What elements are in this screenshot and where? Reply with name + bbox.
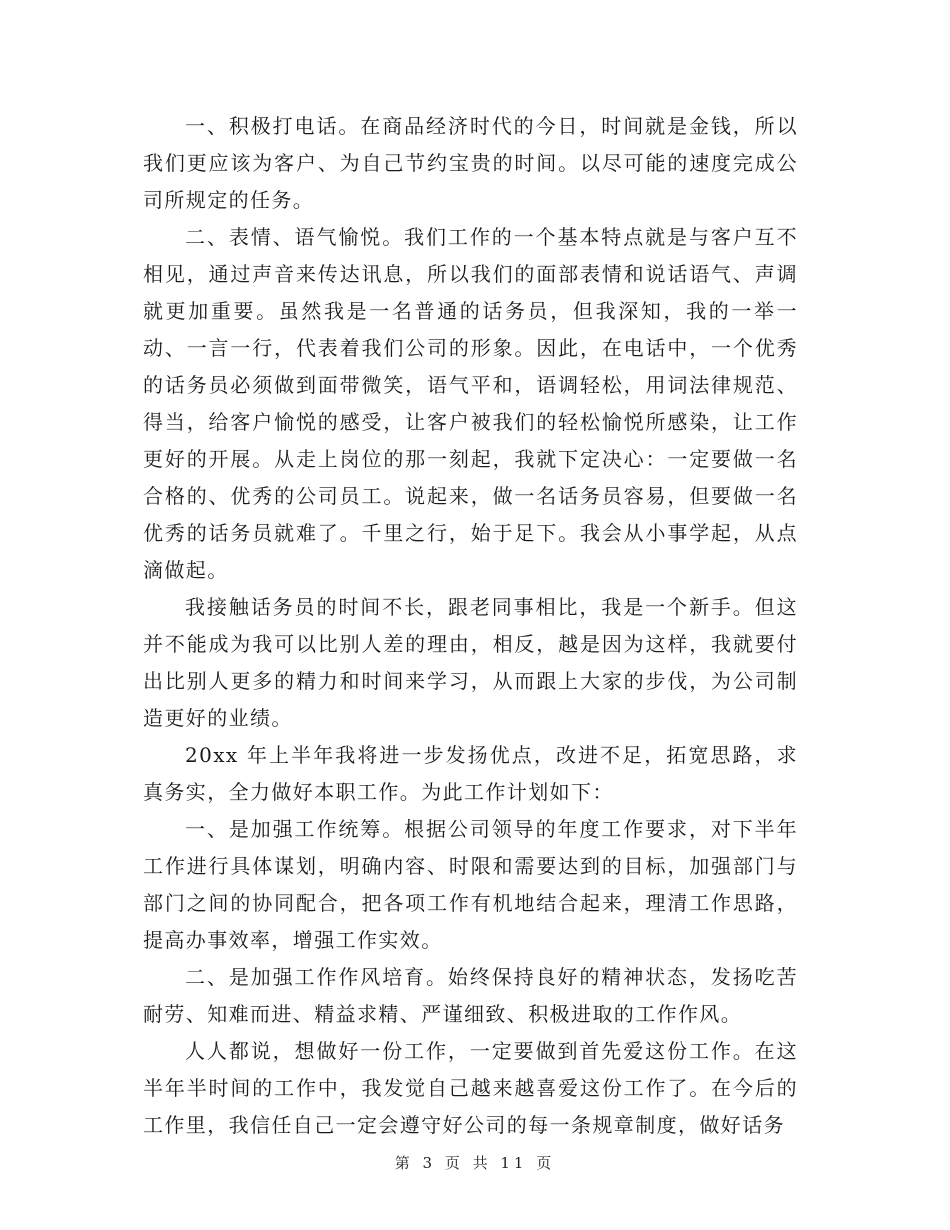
paragraph-1: 一、积极打电话。在商品经济时代的今日，时间就是金钱，所以我们更应该为客户、为自己节约宝贵的时间。以尽可能的速度完成公司所规定的任务。 [143, 114, 798, 212]
page-number-footer: 第 3 页 共 11 页 [394, 1154, 556, 1172]
paragraph-7: 人人都说，想做好一份工作，一定要做到首先爱这份工作。在这半年半时间的工作中，我发觉自己越来越喜爱这份工作了。在今后的工作里，我信任自己一定会遵守好公司的每一条规章制度，做好话务 [143, 1039, 798, 1137]
document-body [143, 108, 798, 1144]
paragraph-2: 二、表情、语气愉悦。我们工作的一个基本特点就是与客户互不相见，通过声音来传达讯息，所以我们的面部表情和说话语气、声调就更加重要。虽然我是一名普通的话务员，但我深知，我的一举一动、一言一行，代表着我们公司的形象。因此，在电话中，一个优秀的话务员必须做到面带微笑，语气平和，语调轻松，用词法律规范、得当，给客户愉悦的感受，让客户被我们的轻松愉悦所感染，让工作更好的开展。从走上岗位的那一刻起，我就下定决心：一定要做一名合格的、优秀的公司员工。说起来，做一名话务员容易，但要做一名优秀的话务员就难了。千里之行，始于足下。我会从小事学起，从点滴做起。 [143, 225, 798, 582]
paragraph-3: 我接触话务员的时间不长，跟老同事相比，我是一个新手。但这并不能成为我可以比别人差的理由，相反，越是因为这样，我就要付出比别人更多的精力和时间来学习，从而跟上大家的步伐，为公司制造更好的业绩。 [143, 595, 798, 730]
paragraph-5: 一、是加强工作统筹。根据公司领导的年度工作要求，对下半年工作进行具体谋划，明确内容、时限和需要达到的目标，加强部门与部门之间的协同配合，把各项工作有机地结合起来，理清工作思路，提高办事效率，增强工作实效。 [143, 817, 798, 952]
paragraph-6: 二、是加强工作作风培育。始终保持良好的精神状态，发扬吃苦耐劳、知难而进、精益求精、严谨细致、积极进取的工作作风。 [143, 965, 798, 1026]
paragraph-4: 20xx 年上半年我将进一步发扬优点，改进不足，拓宽思路，求真务实，全力做好本职工作。为此工作计划如下： [143, 743, 798, 804]
